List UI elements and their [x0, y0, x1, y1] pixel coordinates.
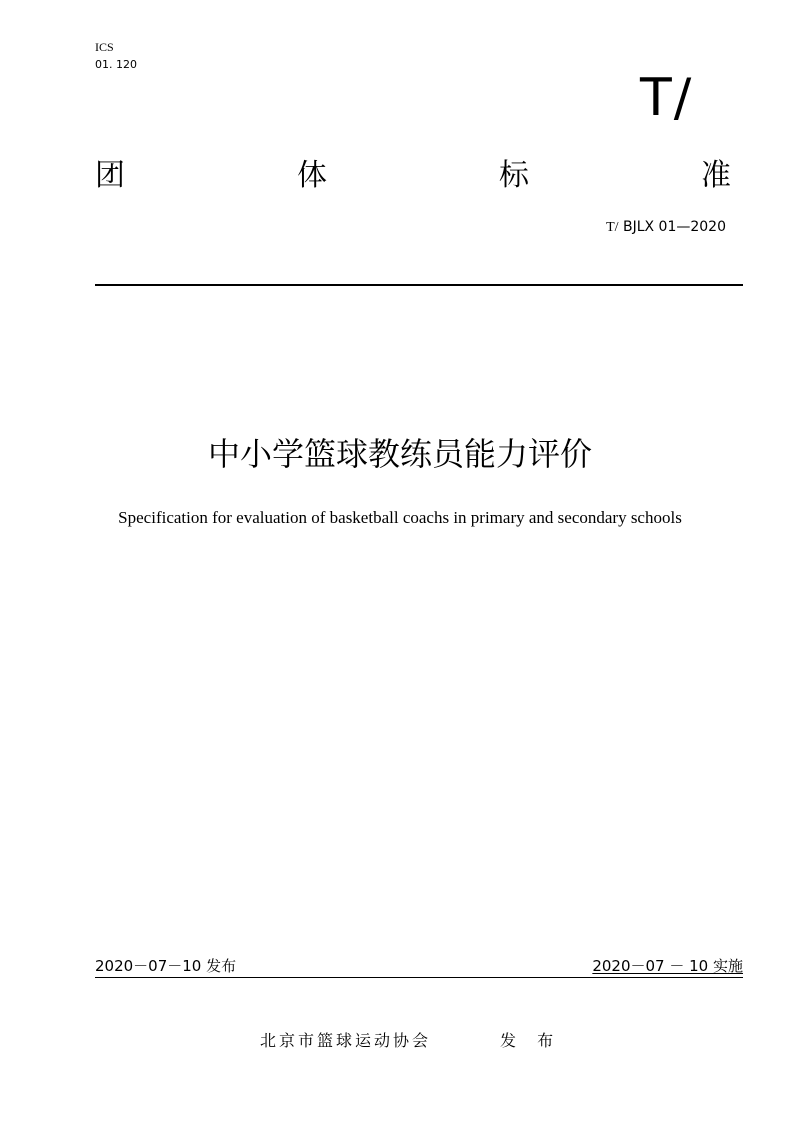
document-title-chinese: 中小学篮球教练员能力评价: [207, 435, 592, 473]
standard-number-prefix: T/: [606, 220, 619, 235]
standard-type-char: 团: [95, 158, 125, 193]
standard-number-code: BJLX 01—2020: [618, 219, 726, 235]
standard-type-heading: [95, 156, 731, 196]
standard-mark: T/: [640, 68, 694, 128]
standard-type-char: 体: [297, 158, 327, 193]
publish-label: 发 布: [500, 1031, 562, 1050]
header-divider: [95, 284, 743, 286]
ics-label: ICS: [95, 40, 114, 54]
implement-date: 2020－07 － 10 实施: [592, 957, 743, 975]
footer-divider: [95, 977, 743, 978]
standard-type-char: 标: [499, 158, 529, 193]
standard-type-char: 准: [701, 158, 731, 193]
publisher-name: 北京市篮球运动协会: [260, 1031, 432, 1050]
publish-date: 2020－07－10 发布: [95, 957, 237, 975]
ics-code: 01. 120: [95, 58, 137, 71]
document-title-english: Specification for evaluation of basketball coachs in primary and secondary schools: [118, 508, 682, 527]
standard-number: [606, 218, 726, 237]
